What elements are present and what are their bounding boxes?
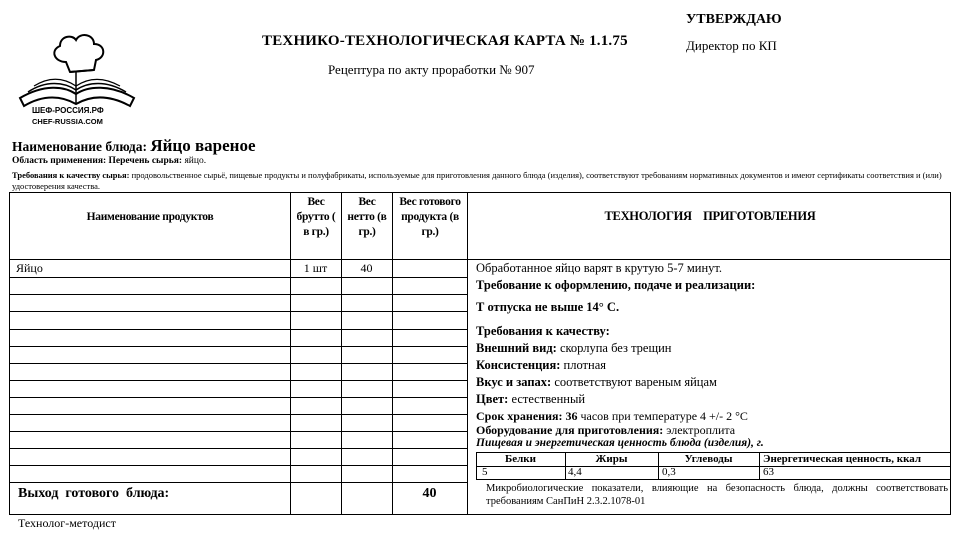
color-label: Цвет: (476, 392, 509, 406)
nutrition-header-carbs: Углеводы (684, 453, 733, 465)
nutrition-header-energy: Энергетическая ценность, ккал (763, 453, 922, 465)
nutrition-carbs: 0,3 (662, 466, 676, 478)
storage-conditions: часов при температуре 4 +/- 2 °С (580, 409, 748, 423)
dish-name-label: Наименование блюда: (12, 139, 147, 154)
storage-hours: 36 (565, 409, 578, 423)
tech-appearance (476, 341, 946, 356)
output-value: 40 (422, 486, 437, 501)
equipment-value: электроплита (666, 423, 736, 437)
raw-list-value: яйцо. (184, 156, 207, 166)
recipe-reference: Рецептура по акту проработки № 907 (328, 62, 535, 77)
tech-card-table (9, 192, 951, 515)
microbiology-note: Микробиологические показатели, влияющие на безопасность блюда, должны соответствовать требованиям СанПиН 2.3.2.1078-01 (486, 483, 948, 507)
tech-cooking-step: Обработанное яйцо варят в крутую 5-7 минут. (476, 261, 723, 275)
nutrition-table (476, 452, 950, 480)
taste-label: Вкус и запах: (476, 375, 552, 389)
col-tech-header: ТЕХНОЛОГИЯ ПРИГОТОВЛЕНИЯ (604, 209, 816, 223)
consistency-label: Консистенция: (476, 358, 561, 372)
raw-requirements-text: продовольственное сырьё, пищевые продукты и полуфабрикаты, используемые для приготовления данного блюда (изделия), соответствуют требованиям нормативных документов и имеют сертификаты соответствия и (или) удостоверения качества. (12, 170, 942, 191)
nutrition-protein: 5 (482, 466, 488, 478)
tech-equipment (476, 423, 946, 438)
equipment-label: Оборудование для приготовления: (476, 423, 664, 437)
product-name: Яйцо (16, 261, 43, 275)
consistency-value: плотная (563, 358, 607, 372)
tech-quality-requirements: Требования к качеству: (476, 324, 610, 338)
chef-hat-book-icon (14, 22, 140, 132)
storage-label: Срок хранения: (476, 409, 563, 423)
col-ready-header: Вес готового продукта (в гр.) (399, 196, 461, 238)
tech-serve-requirements: Требование к оформлению, подаче и реализации: (476, 278, 756, 292)
tech-taste (476, 375, 946, 390)
document-title: ТЕХНИКО-ТЕХНОЛОГИЧЕСКАЯ КАРТА № 1.1.75 (262, 33, 628, 49)
appearance-label: Внешний вид: (476, 341, 557, 355)
tech-storage (476, 409, 946, 424)
dish-name: Яйцо вареное (150, 136, 256, 155)
tech-serve-temperature: Т отпуска не выше 14° С. (476, 300, 620, 314)
product-brutto: 1 шт (303, 261, 328, 275)
tech-consistency (476, 358, 946, 373)
nutrition-fat: 4,4 (568, 466, 582, 478)
scope-line (12, 156, 206, 166)
logo-text-en: CHEF-RUSSIA.COM (32, 117, 103, 126)
dish-name-line (12, 136, 256, 156)
col-product-header: Наименование продуктов (86, 211, 214, 223)
chef-russia-logo (14, 22, 140, 132)
raw-requirements (12, 170, 942, 191)
logo-text-ru: ШЕФ-РОССИЯ.РФ (32, 106, 104, 115)
approve-label: УТВЕРЖДАЮ (686, 12, 782, 27)
technologist-signature-line: Технолог-методист (18, 516, 116, 530)
nutrition-header-fat: Жиры (595, 453, 628, 465)
nutrition-title: Пищевая и энергетическая ценность блюда (изделия), г. (476, 437, 764, 449)
product-netto: 40 (360, 261, 373, 275)
output-label: Выход готового блюда: (18, 486, 170, 501)
raw-requirements-label: Требования к качеству сырья: (12, 170, 130, 180)
appearance-value: скорлупа без трещин (559, 341, 672, 355)
col-netto-header: Вес нетто (в гр.) (347, 196, 387, 238)
scope-label: Область применения: (12, 156, 107, 166)
col-brutto-header: Вес брутто ( в гр.) (296, 196, 336, 238)
nutrition-header-protein: Белки (504, 453, 536, 465)
raw-list-label: Перечень сырья: (108, 156, 183, 166)
nutrition-energy: 63 (763, 466, 774, 478)
taste-value: соответствуют вареным яйцам (554, 375, 717, 389)
director-label: Директор по КП (686, 38, 777, 53)
color-value: естественный (511, 392, 586, 406)
tech-color (476, 392, 946, 407)
